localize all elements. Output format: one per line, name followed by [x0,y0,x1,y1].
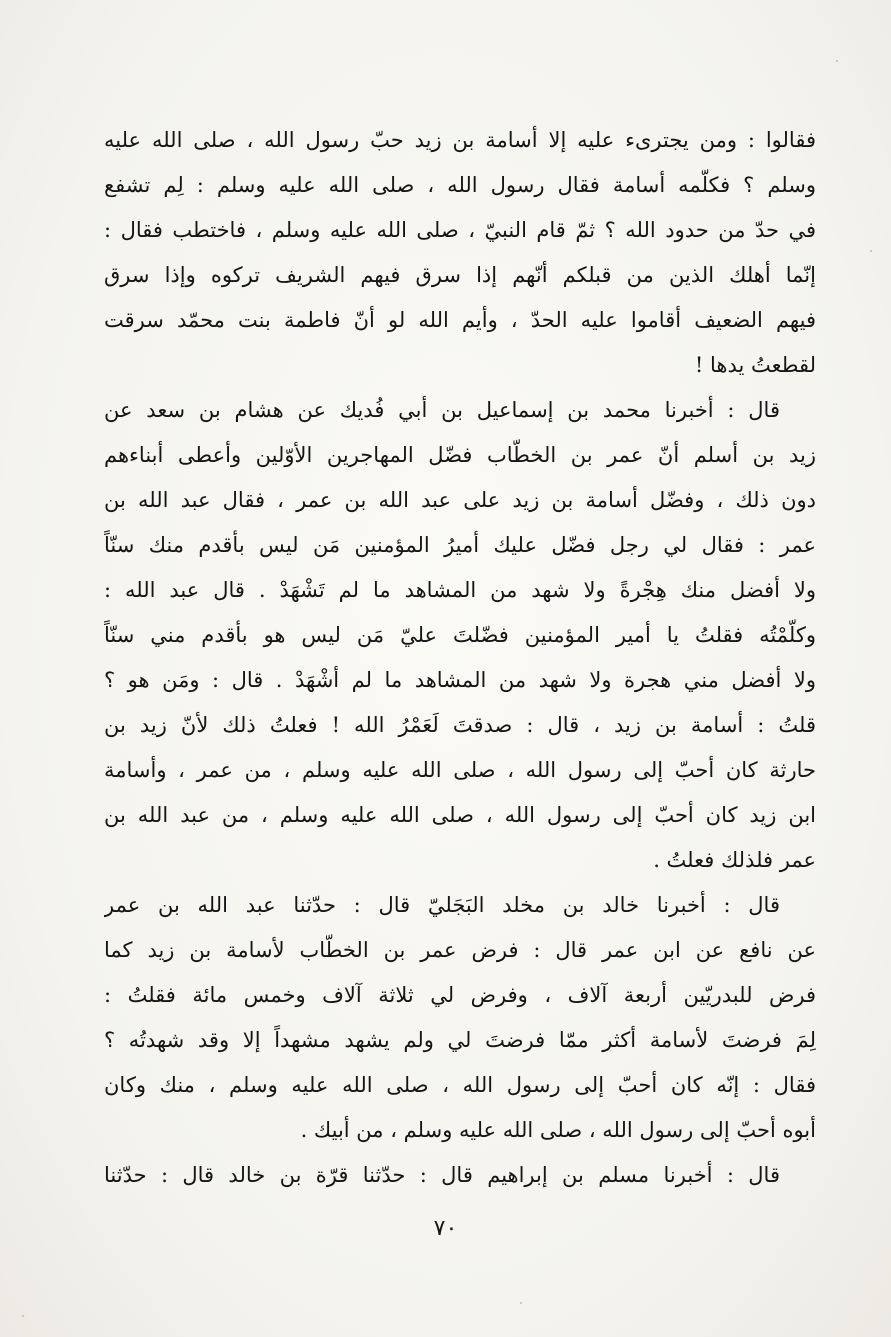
text-line: فقالوا : ومن يجترىء عليه إلا أسامة بن زيد حبّ رسول الله ، صلى الله عليه [104,128,816,152]
text-line: وسلم ؟ فكلّمه أسامة فقال رسول الله ، صلى الله عليه وسلم : لِم تشفع [104,173,816,197]
text-line: ولا أفضل مني هجرة ولا شهد من المشاهد ما لم أشْهَدْ . قال : ومَن هو ؟ [104,668,816,692]
text-line: قال : أخبرنا محمد بن إسماعيل بن أبي فُديك عن هشام بن سعد عن [104,398,780,422]
text-line: دون ذلك ، وفضّل أسامة بن زيد على عبد الله بن عمر ، فقال عبد الله بن [104,488,816,512]
text-line: ابن زيد كان أحبّ إلى رسول الله ، صلى الله عليه وسلم ، من عبد الله بن [104,803,816,827]
text-line: عمر : فقال لي رجل فضّل عليك أميرُ المؤمنين مَن ليس بأقدم منك سنّاً [104,533,816,557]
text-line: قال : أخبرنا خالد بن مخلد البَجَليّ قال : حدّثنا عبد الله بن عمر [104,893,780,917]
text-line: فرض للبدريّين أربعة آلاف ، وفرض لي ثلاثة آلاف وخمس مائة فقلتُ : [104,983,816,1007]
page-body-text [104,118,816,1198]
text-line: في حدّ من حدود الله ؟ ثمّ قام النبيّ ، صلى الله عليه وسلم ، فاختطب فقال : [104,218,816,242]
paper-speck [870,250,872,252]
text-line: زيد بن أسلم أنّ عمر بن الخطّاب فضّل المهاجرين الأوّلين وأعطى أبناءهم [104,443,816,467]
text-line: لِمَ فرضتَ لأسامة أكثر ممّا فرضتَ لي ولم يشهد مشهداً إلا وقد شهدتُه ؟ [104,1028,816,1052]
text-line: عن نافع عن ابن عمر قال : فرض عمر بن الخطّاب لأسامة بن زيد كما [104,938,816,962]
text-line: فيهم الضعيف أقاموا عليه الحدّ ، وأيم الله لو أنّ فاطمة بنت محمّد سرقت [104,308,816,332]
text-line: عمر فلذلك فعلتُ . [653,848,816,872]
text-line: قلتُ : أسامة بن زيد ، قال : صدقتَ لَعَمْرُ الله ! فعلتُ ذلك لأنّ زيد بن [104,713,816,737]
paper-speck [22,1315,24,1317]
text-line: ولا أفضل منك هِجْرةً ولا شهد من المشاهد ما لم تَشْهَدْ . قال عبد الله : [104,578,816,602]
text-line: أبوه أحبّ إلى رسول الله ، صلى الله عليه وسلم ، من أبيك . [300,1118,816,1142]
text-line: فقال : إنّه كان أحبّ إلى رسول الله ، صلى الله عليه وسلم ، منك وكان [104,1073,816,1097]
paper-speck [836,60,838,62]
paper-speck [520,1302,522,1304]
text-line: قال : أخبرنا مسلم بن إبراهيم قال : حدّثنا قرّة بن خالد قال : حدّثنا [104,1163,780,1187]
text-line: إنّما أهلك الذين من قبلكم أنّهم إذا سرق فيهم الشريف تركوه وإذا سرق [104,263,816,287]
text-line: حارثة كان أحبّ إلى رسول الله ، صلى الله عليه وسلم ، من عمر ، وأسامة [104,758,816,782]
page-number: ٧٠ [433,1216,458,1241]
text-line: وكلّمْتُه فقلتُ يا أمير المؤمنين فضّلتَ عليّ مَن ليس هو بأقدم مني سنّاً [104,623,816,647]
text-line: لقطعتُ يدها ! [694,353,816,377]
